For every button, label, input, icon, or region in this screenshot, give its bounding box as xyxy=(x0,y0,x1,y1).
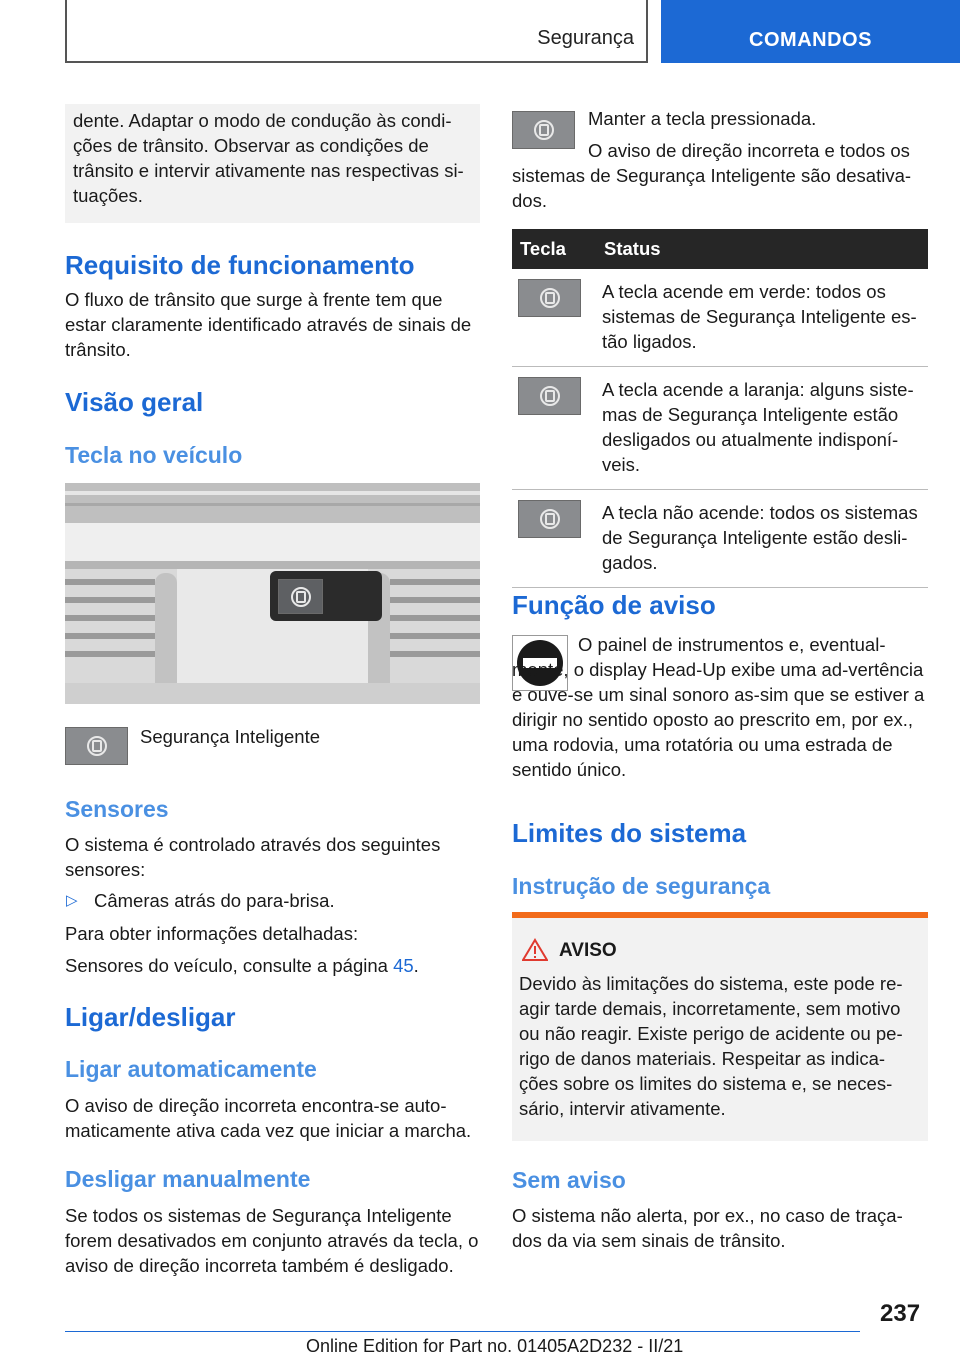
auto-text: O aviso de direção incorreta encontra-se auto-maticamente ativa cada vez que iniciar a marcha. xyxy=(65,1095,472,1141)
hold-detail: O aviso de direção incorreta e todos os sistemas de Segurança Inteligente são desativa-dos. xyxy=(512,140,912,211)
warning-bar xyxy=(512,912,928,918)
status-text: A tecla acende em verde: todos os sistemas de Segurança Inteligente es-tão ligados. xyxy=(596,269,928,367)
page-number: 237 xyxy=(880,1300,921,1327)
sensors-title: Sensores xyxy=(65,796,169,822)
key-icon-green xyxy=(518,279,581,317)
header-chapter-tab: COMANDOS xyxy=(661,0,960,63)
aviso-text: Devido às limitações do sistema, este pode re-agir tarde demais, incorretamente, sem motivo ou não reagir. Existe perigo de acidente ou pe-rigo de danos materiais. Respeitar as indica-ções sobre os limites do sistema e, se neces-sário, intervir ativamente. xyxy=(519,973,903,1119)
vehicle-key-photo xyxy=(65,483,480,704)
warn-text: O painel de instrumentos e, eventual-mente, o display Head-Up exibe uma ad-vertência e ouve-se um sinal sonoro as-sim que se estiver a dirigir no sentido oposto ao prescrito em, por ex., uma rodovia, uma rotatória ou uma estrada de sentido único. xyxy=(512,634,925,780)
hold-text: Manter a tecla pressionada. xyxy=(588,108,817,129)
page-link-45[interactable]: 45 xyxy=(393,955,414,976)
req-text: O fluxo de trânsito que surge à frente tem que estar claramente identificado através de sinais de trânsito. xyxy=(65,289,472,360)
table-row xyxy=(512,269,928,367)
col-status-header: Status xyxy=(596,229,928,269)
vehicle-key-button xyxy=(278,579,323,614)
key-icon-orange xyxy=(518,377,581,415)
req-title: Requisito de funcionamento xyxy=(65,250,415,280)
footer-divider xyxy=(65,1331,860,1332)
intelligent-safety-key-icon xyxy=(65,727,128,765)
warning-triangle-icon xyxy=(522,938,548,967)
warn-title: Função de aviso xyxy=(512,590,716,620)
noalert-text: O sistema não alerta, por ex., no caso de traça-dos da via sem sinais de trânsito. xyxy=(512,1205,903,1251)
limits-title: Limites do sistema xyxy=(512,818,747,848)
key-caption: Segurança Inteligente xyxy=(140,726,320,747)
noalert-title: Sem aviso xyxy=(512,1167,626,1193)
sensors-more: Para obter informações detalhadas: xyxy=(65,923,359,944)
aviso-label: AVISO xyxy=(559,940,617,961)
sensors-text: O sistema é controlado através dos seguintes sensores: xyxy=(65,834,441,880)
manual-text: Se todos os sistemas de Segurança Inteligente forem desativados em conjunto através da tecla, o aviso de direção incorreta também é desligado. xyxy=(65,1205,479,1276)
table-row xyxy=(512,367,928,490)
overview-title: Visão geral xyxy=(65,387,204,417)
sensors-ref: Sensores do veículo, consulte a página xyxy=(65,955,388,976)
safety-title: Instrução de segurança xyxy=(512,873,771,899)
onoff-title: Ligar/desligar xyxy=(65,1002,236,1032)
col-key-header: Tecla xyxy=(512,229,596,269)
key-icon-off xyxy=(518,500,581,538)
header-section-box xyxy=(65,0,648,63)
key-title: Tecla no veículo xyxy=(65,442,243,468)
status-text: A tecla acende a laranja: alguns siste-mas de Segurança Inteligente estão desligados ou atualmente indisponí-veis. xyxy=(596,367,928,490)
warning-box xyxy=(512,912,928,1141)
sensors-ref-line: Sensores do veículo, consulte a página 45. xyxy=(65,955,419,976)
sensors-item: Câmeras atrás do para-brisa. xyxy=(94,890,335,911)
intro-box xyxy=(65,104,480,223)
header-section-title: Segurança xyxy=(537,27,634,49)
bullet-triangle-icon: ▷ xyxy=(66,892,78,909)
status-text: A tecla não acende: todos os sistemas de Segurança Inteligente estão desli-gados. xyxy=(596,490,928,588)
intro-text: dente. Adaptar o modo de condução às condi-ções de trânsito. Observar as condições de trânsito e intervir ativamente nas respectivas si-tuações. xyxy=(73,110,464,206)
table-row xyxy=(512,490,928,588)
status-table xyxy=(512,229,928,588)
manual-title: Desligar manualmente xyxy=(65,1166,311,1192)
auto-title: Ligar automaticamente xyxy=(65,1056,317,1082)
footer-edition: Online Edition for Part no. 01405A2D232 - II/21 xyxy=(306,1336,684,1356)
